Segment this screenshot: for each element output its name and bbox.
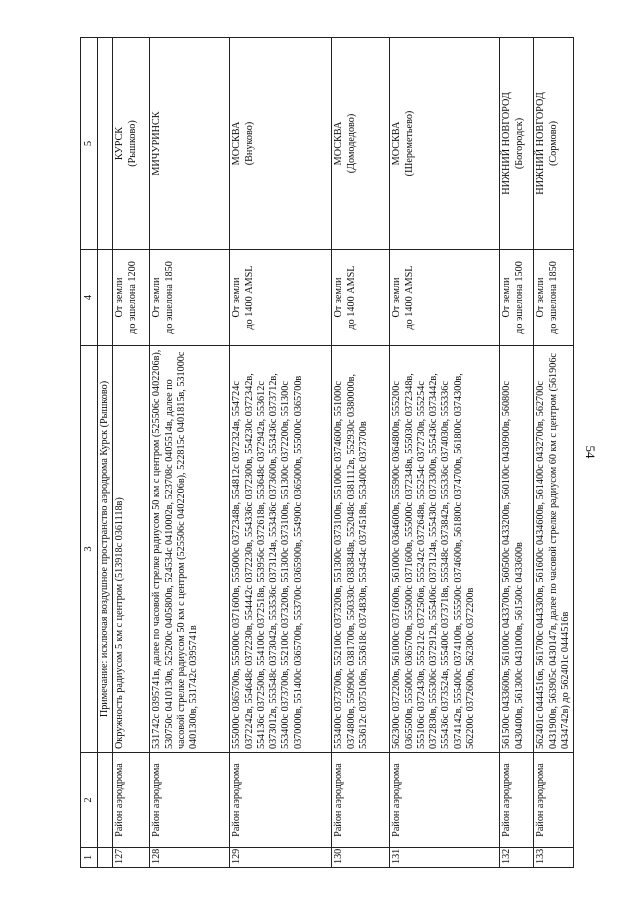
table-row <box>390 38 500 868</box>
table-row <box>113 38 150 868</box>
zone-type: Район аэродрома <box>390 753 500 848</box>
row-number: 133 <box>534 848 574 868</box>
row-number: 130 <box>332 848 390 868</box>
empty-cell <box>98 250 113 346</box>
zone-type: Район аэродрома <box>150 753 230 848</box>
aerodrome-name: МОСКВА (Домодедово) <box>332 38 390 250</box>
zone-boundary: 553400с 0373700в, 552100с 0373200в, 551300с 0373100в, 551000с 0374600в, 551000с 0374800в, 550900с 0381700в, 550330с 0383848в, 552048с 0381112в, 552930с 0380000в, 553612с 0375106в, 553618с 0374830в, 553454с 0374518в, 553400с 0373700в <box>332 346 390 753</box>
empty-cell <box>98 848 113 868</box>
table-row <box>332 38 390 868</box>
altitude-limits: От земли до 1400 AMSL <box>332 250 390 346</box>
row-number: 131 <box>390 848 500 868</box>
airspace-table <box>80 37 574 868</box>
zone-boundary: 562300с 0372200в, 561000с 0371600в, 561000с 0364600в, 555900с 0364800в, 555200с 0365500в, 555000с 0365700в, 555000с 0371600в, 555000с 0372348в, 555030с 0372348в, 555106с 0372430в, 555212с 0372506в, 555242с 0372648в, 555254с 0372730в, 555254с 0372830в, 555306с 0372912в, 555406с 0373124в, 555430с 0373300в, 555436с 0373442в, 555436с 0373524в, 555400с 0373718в, 555348с 0373842в, 555336с 0374030в, 555336с 0374142в, 555400с 0374100в, 555500с 0374600в, 561800с 0374700в, 561800с 0374300в, 562200с 0372600в, 562300с 0372200в <box>390 346 500 753</box>
column-number-row <box>81 38 98 868</box>
column-number: 2 <box>81 753 98 848</box>
row-number: 128 <box>150 848 230 868</box>
altitude-limits: От земли до эшелона 1850 <box>150 250 230 346</box>
column-number: 4 <box>81 250 98 346</box>
aerodrome-name: МИЧУРИНСК <box>150 38 230 250</box>
page-number: 54 <box>583 445 598 459</box>
zone-type: Район аэродрома <box>332 753 390 848</box>
aerodrome-name: МОСКВА (Внуково) <box>230 38 332 250</box>
zone-boundary: 531742с 0395741в, далее по часовой стрелке радиусом 50 км с центром (525506с 0402206в), 530750с 0410130в, 525200с 0405800в, 524534с 0410002в, 523708с 0405514в, далее по часовой стрелке радиусом 50 км с центром (525506с 0402206в), 522815с 0401815в, 531000с 0401300в, 531742с 0395741в <box>150 346 230 753</box>
row-number: 127 <box>113 848 150 868</box>
note-text: Примечание: исключая воздушное пространство аэродрома Курск (Рышково) <box>98 346 113 753</box>
rotated-page <box>80 38 571 868</box>
aerodrome-name: МОСКВА (Шереметьево) <box>390 38 500 250</box>
zone-boundary: 555000с 0365700в, 555000с 0371600в, 555000с 0372348в, 554812с 0372324в, 554724с 0372242в, 554648с 0372230в, 554442с 0372230в, 554336с 0372300в, 554230с 0372342в, 554136с 0372500в, 554100с 0372518в, 553956с 0372618в, 553648с 0372942в, 553612с 0373012в, 553548с 0373042в, 553536с 0373124в, 553436с 0373600в, 553436с 0373712в, 553400с 0373700в, 552100с 0373200в, 551300с 0373100в, 551300с 0372200в, 551300с 0370000в, 551400с 0365700в, 553700с 0365900в, 554900с 0365000в, 555000с 0365700в <box>230 346 332 753</box>
altitude-limits: От земли до эшелона 1500 <box>500 250 534 346</box>
table-row <box>230 38 332 868</box>
column-number: 3 <box>81 346 98 753</box>
zone-type: Район аэродрома <box>500 753 534 848</box>
table-row <box>500 38 534 868</box>
zone-boundary: 561500с 0433600в, 561000с 0433700в, 560500с 0433200в, 560100с 0430900в, 560800с 0430400в, 561300с 0431000в, 561500с 0433600в <box>500 346 534 753</box>
aerodrome-name: КУРСК (Рышково) <box>113 38 150 250</box>
altitude-limits: От земли до 1400 AMSL <box>230 250 332 346</box>
column-number: 5 <box>81 38 98 250</box>
zone-boundary: 562401с 0444516в, 561700с 0443300в, 561600с 0434600в, 561400с 0432700в, 562700с 0431900в, 563905с 0430147в, далее по часовой стрелке радиусом 60 км с центром (561906с 0434742в) до 562401с 0444516в <box>534 346 574 753</box>
altitude-limits: От земли до 1400 AMSL <box>390 250 500 346</box>
zone-type: Район аэродрома <box>113 753 150 848</box>
altitude-limits: От земли до эшелона 1200 <box>113 250 150 346</box>
zone-type: Район аэродрома <box>230 753 332 848</box>
rotated-table-wrapper <box>80 38 571 868</box>
table-row <box>150 38 230 868</box>
zone-type: Район аэродрома <box>534 753 574 848</box>
row-number: 132 <box>500 848 534 868</box>
column-number: 1 <box>81 848 98 868</box>
table-row <box>534 38 574 868</box>
empty-cell <box>98 753 113 848</box>
zone-boundary: Окружность радиусом 5 км с центром (513918с 0361118в) <box>113 346 150 753</box>
aerodrome-name: НИЖНИЙ НОВГОРОД (Сормово) <box>534 38 574 250</box>
empty-cell <box>98 38 113 250</box>
altitude-limits: От земли до эшелона 1850 <box>534 250 574 346</box>
note-row <box>98 38 113 868</box>
row-number: 129 <box>230 848 332 868</box>
aerodrome-name: НИЖНИЙ НОВГОРОД (Богородск) <box>500 38 534 250</box>
